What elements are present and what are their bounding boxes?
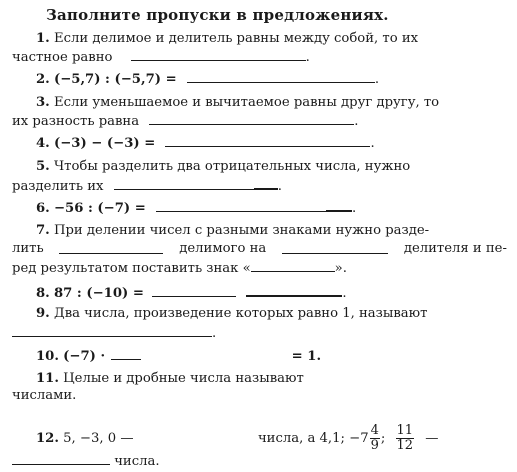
item-number: 6.	[36, 201, 50, 216]
answer-blank[interactable]	[114, 177, 254, 190]
item-number: 12.	[36, 431, 59, 446]
item-number: 10.	[36, 349, 59, 364]
item-3-line-2	[12, 112, 507, 130]
item-text: числами.	[12, 388, 77, 403]
punctuation: .	[277, 179, 282, 194]
fraction-2	[396, 424, 415, 453]
item-text: делителя и пе-	[403, 241, 507, 256]
answer-blank-tail	[326, 198, 352, 212]
item-8	[36, 283, 507, 302]
item-text: Чтобы разделить два отрицательных числа, нужно	[53, 159, 411, 174]
item-12-line-2	[12, 452, 507, 470]
answer-blank[interactable]	[131, 48, 306, 61]
item-6	[36, 198, 507, 217]
answer-blank[interactable]	[282, 241, 388, 254]
item-1-line-1	[36, 31, 507, 47]
fraction-2-numerator: 11	[396, 423, 414, 438]
answer-blank[interactable]	[12, 324, 212, 337]
item-number: 9.	[36, 306, 50, 321]
item-expression: (−7) ·	[63, 349, 106, 364]
separator: ;	[380, 431, 386, 446]
item-12-line-1	[36, 424, 507, 453]
item-expression: (−3) − (−3) =	[53, 136, 156, 151]
item-text: частное равно	[12, 50, 113, 65]
item-4	[36, 134, 507, 152]
item-text: ред результатом поставить знак «	[12, 261, 251, 276]
item-2	[36, 70, 507, 88]
answer-blank[interactable]	[246, 283, 342, 297]
punctuation: .	[342, 286, 347, 301]
item-number: 7.	[36, 223, 50, 238]
answer-blank-gap	[142, 430, 254, 442]
item-text: делимого на	[179, 241, 267, 256]
answer-blank-tail	[254, 176, 278, 190]
answer-blank[interactable]	[251, 259, 335, 272]
item-text: лить	[12, 241, 44, 256]
item-expression: −56 : (−7) =	[53, 201, 146, 216]
punctuation: .	[354, 114, 359, 129]
answer-blank[interactable]	[152, 284, 236, 297]
item-1-line-2	[12, 48, 507, 66]
item-text: Если делимое и делитель равны между собой, то их	[53, 31, 419, 46]
item-text: Целые и дробные числа называют	[63, 371, 304, 386]
item-number: 5.	[36, 159, 50, 174]
item-11-line-2	[12, 388, 507, 404]
item-9-line-2	[12, 324, 507, 342]
item-7-line-1	[36, 223, 507, 239]
punctuation: .	[305, 50, 310, 65]
item-number: 11.	[36, 371, 59, 386]
answer-blank[interactable]	[59, 241, 163, 254]
punctuation: .	[370, 136, 375, 151]
answer-blank-gap	[151, 348, 287, 360]
item-10	[36, 347, 507, 365]
item-tail: = 1.	[291, 349, 322, 364]
item-text: 5, −3, 0 —	[63, 431, 134, 446]
item-number: 1.	[36, 31, 50, 46]
item-text: числа, а 4,1;	[257, 431, 345, 446]
answer-blank[interactable]	[111, 347, 141, 360]
item-expression: 87 : (−10) =	[53, 286, 144, 301]
item-text: числа.	[114, 454, 160, 469]
answer-blank[interactable]	[149, 112, 354, 125]
item-7-line-2	[12, 241, 507, 257]
fraction-1-denominator: 9	[370, 438, 379, 453]
fraction-2-denominator: 12	[396, 438, 414, 453]
item-7-line-3	[12, 259, 507, 277]
punctuation: .	[212, 326, 217, 341]
item-expression: (−5,7) : (−5,7) =	[53, 72, 177, 87]
item-5-line-1	[36, 159, 507, 175]
item-5-line-2	[12, 176, 507, 195]
item-number: 4.	[36, 136, 50, 151]
answer-blank[interactable]	[187, 70, 375, 83]
item-text: их разность равна	[12, 114, 140, 129]
item-text: Если уменьшаемое и вычитаемое равны друг другу, то	[53, 95, 440, 110]
answer-blank[interactable]	[165, 134, 370, 147]
fraction-1-numerator: 4	[370, 423, 379, 438]
item-11-line-1	[36, 371, 396, 387]
item-number: 3.	[36, 95, 50, 110]
punctuation: .	[352, 201, 357, 216]
item-number: 8.	[36, 286, 50, 301]
worksheet-title: Заполните пропуски в предложениях.	[46, 6, 389, 24]
item-text: ».	[334, 261, 347, 276]
item-3-line-1	[36, 95, 507, 111]
punctuation: .	[374, 72, 380, 87]
item-9-line-1	[36, 306, 507, 322]
dash: —	[425, 431, 439, 446]
answer-blank[interactable]	[156, 199, 326, 212]
mixed-number-whole: −7	[349, 431, 369, 446]
item-text: При делении чисел с разными знаками нужно разде-	[53, 223, 430, 238]
item-text: разделить их	[12, 179, 104, 194]
fraction-1	[370, 424, 380, 453]
answer-blank[interactable]	[12, 452, 110, 465]
item-number: 2.	[36, 72, 50, 87]
item-text: Два числа, произведение которых равно 1, называют	[53, 306, 428, 321]
